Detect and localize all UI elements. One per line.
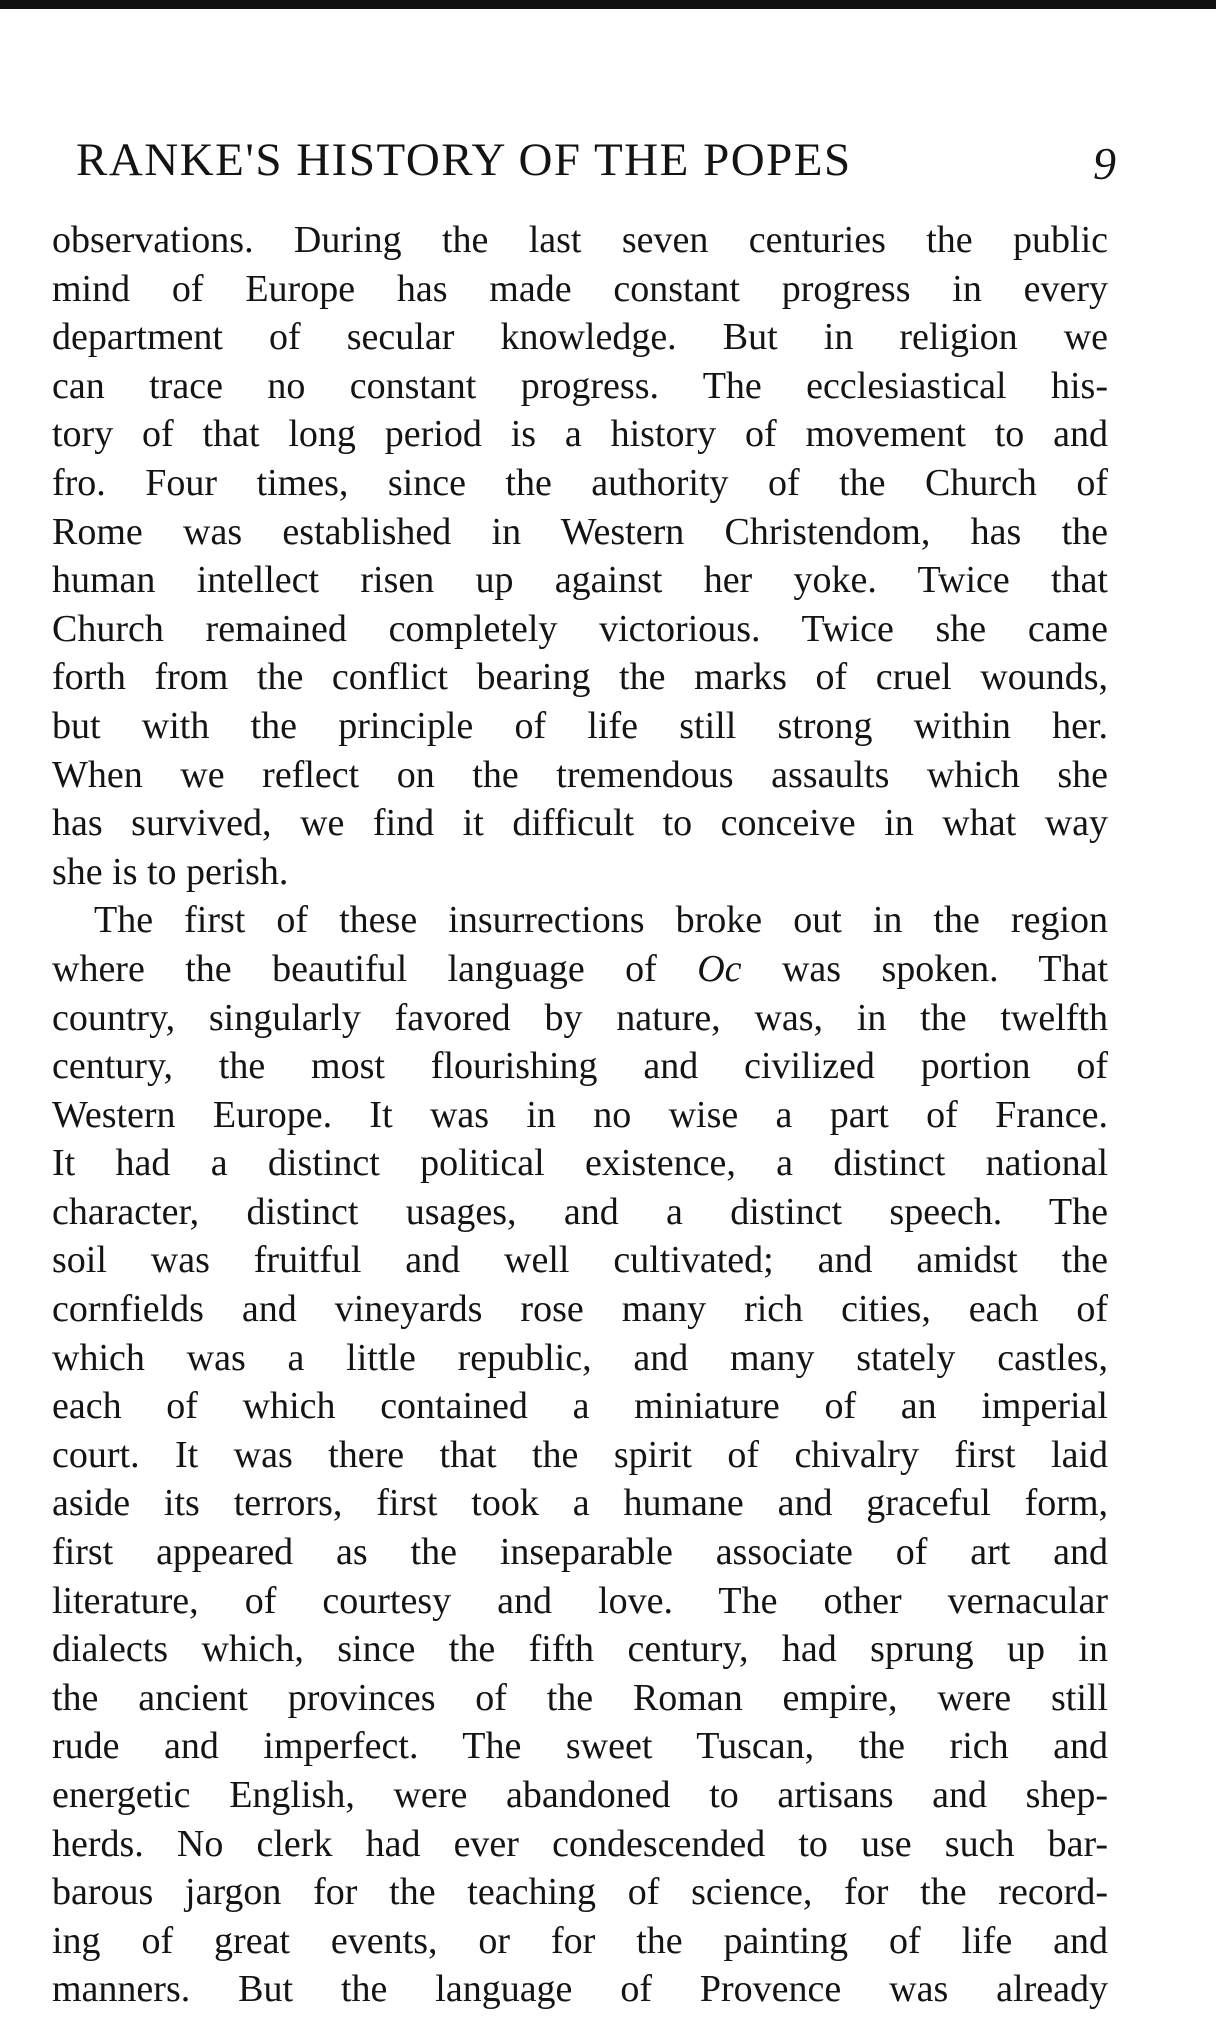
text-line: can trace no constant progress. The ecclesiastical his- — [52, 364, 1108, 407]
text-line: herds. No clerk had ever condescended to use such bar- — [52, 1822, 1108, 1865]
text-line: character, distinct usages, and a distinct speech. The — [52, 1190, 1108, 1233]
text-line: barous jargon for the teaching of science, for the record- — [52, 1871, 1108, 1914]
text-line: aside its terrors, first took a humane and graceful form, — [52, 1482, 1108, 1525]
italic-word-oc: Oc — [697, 947, 742, 990]
paragraph-2 — [52, 896, 1108, 2014]
text-line: she is to perish. — [52, 850, 289, 893]
text-line: human intellect risen up against her yoke. Twice that — [52, 559, 1108, 602]
text-line: has survived, we find it difficult to conceive in what way — [52, 802, 1108, 845]
text-line: fro. Four times, since the authority of the Church of — [52, 461, 1108, 504]
running-title: RANKE'S HISTORY OF THE POPES — [76, 134, 852, 186]
text-line: but with the principle of life still strong within her. — [52, 704, 1108, 747]
text-line: It had a distinct political existence, a distinct national — [52, 1142, 1108, 1185]
page-number: 9 — [1093, 138, 1116, 189]
top-border-rule — [0, 0, 1216, 9]
text-line: which was a little republic, and many stately castles, — [52, 1336, 1108, 1379]
paragraph-1 — [52, 216, 1108, 896]
text-line: ing of great events, or for the painting of life and — [52, 1919, 1108, 1962]
text-line: soil was fruitful and well cultivated; and amidst the — [52, 1239, 1108, 1282]
text-line: Church remained completely victorious. Twice she came — [52, 607, 1108, 650]
running-header — [76, 130, 1116, 190]
text-line: department of secular knowledge. But in religion we — [52, 316, 1108, 359]
text-line: dialects which, since the fifth century, had sprung up in — [52, 1628, 1108, 1671]
text-line: Western Europe. It was in no wise a part of France. — [52, 1093, 1108, 1136]
text-line: tory of that long period is a history of movement to and — [52, 413, 1108, 456]
text-line: forth from the conflict bearing the marks of cruel wounds, — [52, 656, 1108, 699]
text-line: first appeared as the inseparable associate of art and — [52, 1531, 1108, 1574]
text-line: country, singularly favored by nature, was, in the twelfth — [52, 996, 1108, 1039]
text-line: rude and imperfect. The sweet Tuscan, the rich and — [52, 1725, 1108, 1768]
text-line: court. It was there that the spirit of chivalry first laid — [52, 1433, 1108, 1476]
text-line: energetic English, were abandoned to artisans and shep- — [52, 1774, 1108, 1816]
body-text — [52, 216, 1108, 2014]
text-line: mind of Europe has made constant progress in every — [52, 267, 1108, 310]
line-text-before-italic: where the beautiful language of — [52, 947, 657, 990]
text-line: century, the most flourishing and civilized portion of — [52, 1045, 1108, 1088]
text-line: literature, of courtesy and love. The other vernacular — [52, 1579, 1108, 1622]
line-text-after-italic: was spoken. That — [781, 947, 1109, 990]
text-line: observations. During the last seven centuries the public — [52, 219, 1108, 261]
text-line-with-italic — [52, 945, 1108, 994]
text-line: cornfields and vineyards rose many rich cities, each of — [52, 1288, 1108, 1331]
text-line: The first of these insurrections broke out in the region — [94, 899, 1108, 942]
text-line: Rome was established in Western Christendom, has the — [52, 510, 1108, 553]
text-line: the ancient provinces of the Roman empire, were still — [52, 1676, 1108, 1719]
text-line: When we reflect on the tremendous assaults which she — [52, 753, 1108, 796]
text-line: each of which contained a miniature of an imperial — [52, 1385, 1108, 1428]
text-line: manners. But the language of Provence was already — [52, 1968, 1108, 2011]
